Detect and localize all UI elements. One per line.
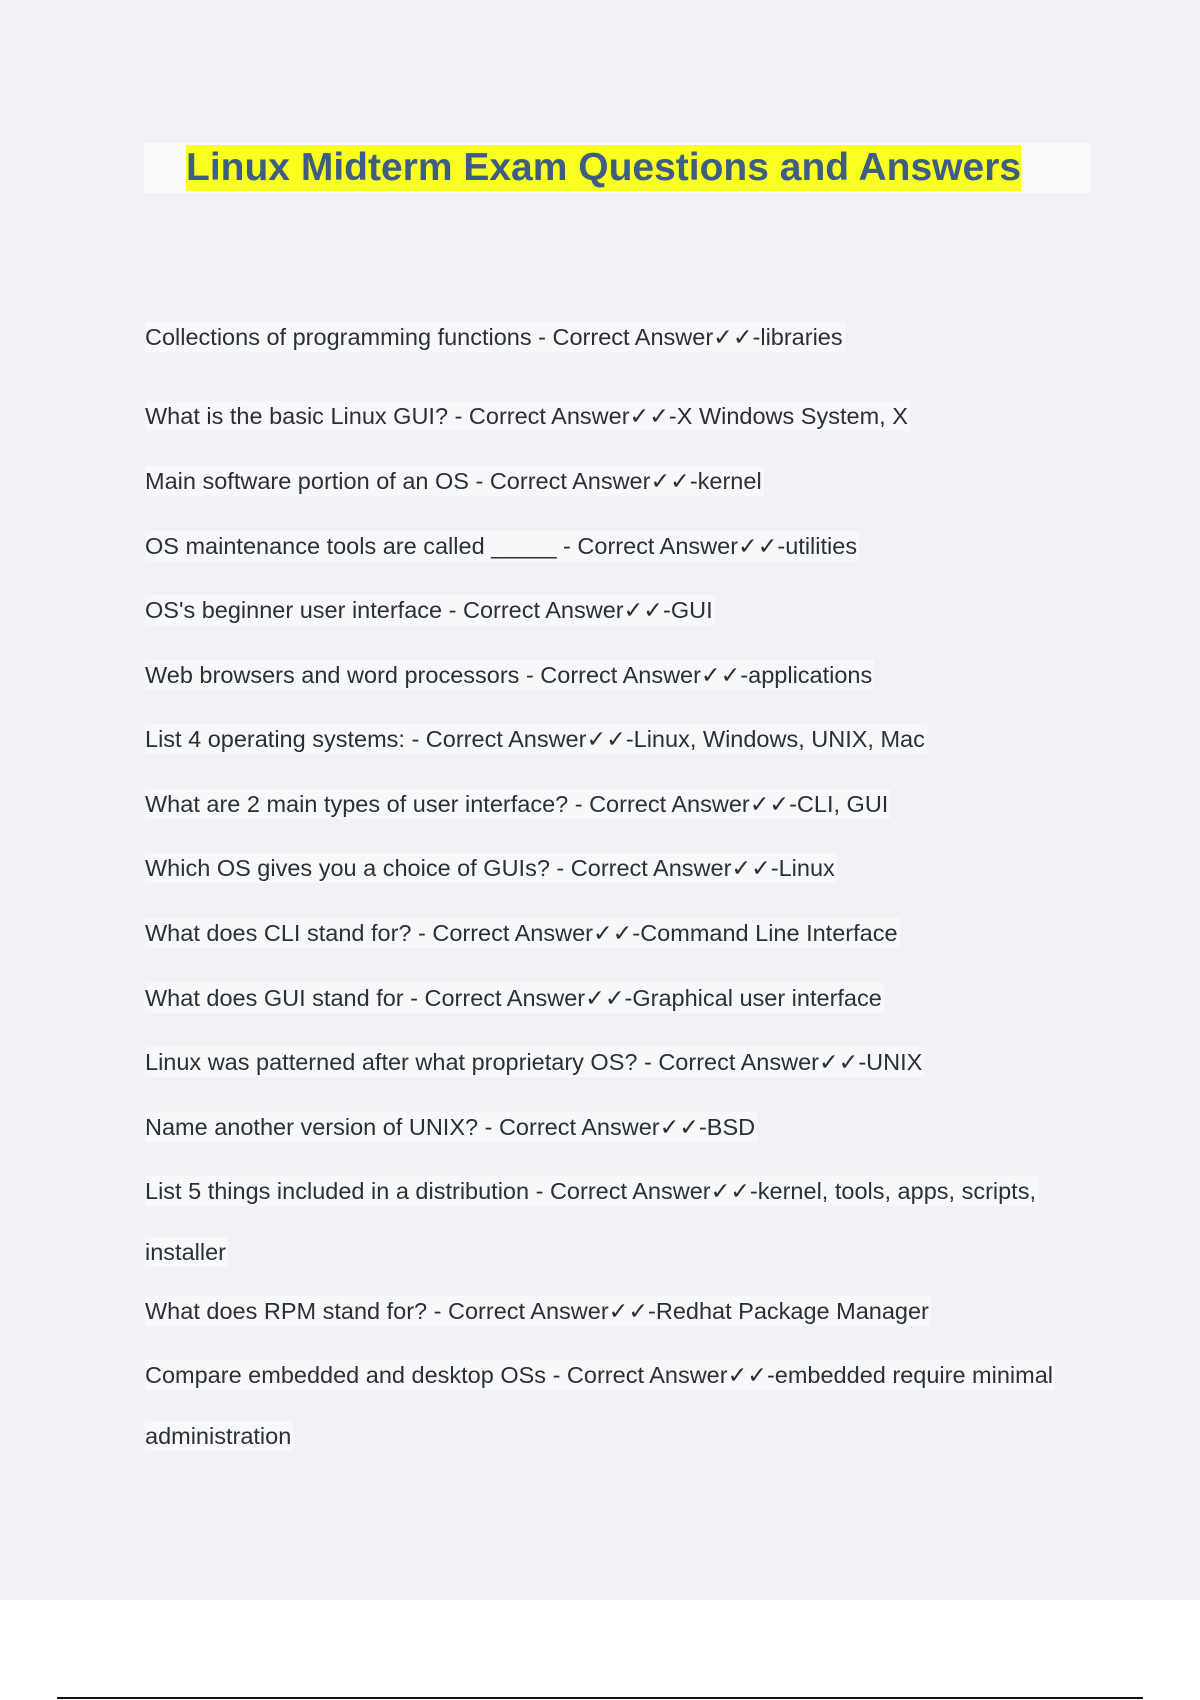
qa-line: Linux was patterned after what proprietary OS? - Correct Answer✓✓-UNIX xyxy=(145,1049,923,1075)
qa-line: Collections of programming functions - Correct Answer✓✓-libraries xyxy=(145,324,843,350)
qa-line: OS's beginner user interface - Correct Answer✓✓-GUI xyxy=(145,597,713,623)
qa-line: What does GUI stand for - Correct Answer✓✓-Graphical user interface xyxy=(145,985,882,1011)
qa-line: What does CLI stand for? - Correct Answer✓✓-Command Line Interface xyxy=(145,920,898,946)
qa-line: What does RPM stand for? - Correct Answer✓✓-Redhat Package Manager xyxy=(145,1298,929,1324)
document-title: Linux Midterm Exam Questions and Answers xyxy=(186,146,1022,189)
qa-line: Web browsers and word processors - Correct Answer✓✓-applications xyxy=(145,662,873,688)
qa-line: What are 2 main types of user interface? - Correct Answer✓✓-CLI, GUI xyxy=(145,791,889,817)
footer-rule xyxy=(57,1697,1143,1699)
qa-line: List 4 operating systems: - Correct Answer✓✓-Linux, Windows, UNIX, Mac xyxy=(145,726,925,752)
qa-line: Name another version of UNIX? - Correct Answer✓✓-BSD xyxy=(145,1114,756,1140)
qa-line: installer xyxy=(145,1239,226,1265)
qa-line: administration xyxy=(145,1423,292,1449)
qa-line: OS maintenance tools are called _____ - Correct Answer✓✓-utilities xyxy=(145,533,858,559)
qa-line: Compare embedded and desktop OSs - Correct Answer✓✓-embedded require minimal xyxy=(145,1362,1053,1388)
qa-line: What is the basic Linux GUI? - Correct Answer✓✓-X Windows System, X xyxy=(145,403,908,429)
qa-line: List 5 things included in a distribution - Correct Answer✓✓-kernel, tools, apps, scripts, xyxy=(145,1178,1036,1204)
qa-line: Which OS gives you a choice of GUIs? - Correct Answer✓✓-Linux xyxy=(145,855,835,881)
qa-line: Main software portion of an OS - Correct Answer✓✓-kernel xyxy=(145,468,762,494)
